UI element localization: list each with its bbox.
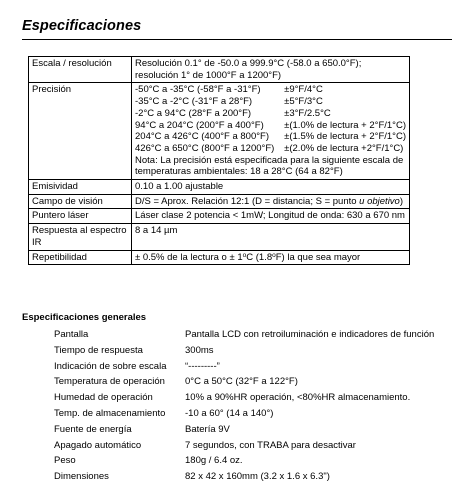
value-line: resolución 1° de 1000°F a 1200°F) [135, 69, 282, 81]
item-label: Temperatura de operación [54, 376, 165, 388]
precision-tolerance: ±(2.0% de lectura +2°F/1°C) [284, 142, 404, 154]
value-line: Resolución 0.1° de -50.0 a 999.9°C (-58.0 a 650.0°F); [135, 58, 362, 69]
page-title: Especificaciones [22, 18, 142, 34]
title-underline [22, 39, 452, 40]
item-value: 82 x 42 x 160mm (3.2 x 1.6 x 6.3") [185, 471, 330, 483]
item-label: Apagado automático [54, 439, 142, 451]
item-label: Dimensiones [54, 471, 109, 483]
table-row [29, 83, 410, 180]
row-label: Respuesta al espectro IR [29, 224, 132, 250]
item-label: Pantalla [54, 329, 89, 340]
item-label: Temp. de almacenamiento [54, 407, 166, 419]
precision-note: temperaturas ambientales: 18 a 28°C (64 a 82°F) [135, 166, 343, 178]
precision-tolerance: ±(1.0% de lectura + 2°F/1°C) [284, 119, 406, 131]
table-row [29, 224, 410, 250]
degree-sup: o [272, 251, 276, 259]
row-label: Puntero láser [29, 209, 132, 224]
item-value: 180g / 6.4 oz. [185, 455, 243, 467]
precision-tolerance: ±(1.5% de lectura + 2°F/1°C) [284, 131, 406, 143]
item-label: Tiempo de respuesta [54, 344, 143, 356]
row-label: Repetibilidad [29, 250, 132, 265]
precision-range: 426°C a 650°C (800°F a 1200°F) [135, 142, 275, 154]
table-row [29, 194, 410, 209]
row-value [132, 57, 410, 83]
item-label: Indicación de sobre escala [54, 360, 167, 372]
precision-line [135, 108, 406, 120]
precision-line [135, 120, 406, 132]
repeat-text: F) la que sea mayor [275, 251, 361, 263]
table-row [29, 209, 410, 224]
row-value: Láser clase 2 potencia < 1mW; Longitud de onda: 630 a 670 nm [132, 209, 410, 224]
item-value: Batería 9V [185, 423, 230, 435]
item-value: 300ms [185, 344, 214, 356]
row-value: 0.10 a 1.00 ajustable [132, 180, 410, 195]
row-label: Escala / resolución [29, 57, 132, 83]
vision-close: ) [399, 195, 404, 207]
row-label: Campo de visión [29, 194, 132, 209]
item-label: Fuente de energía [54, 423, 132, 435]
specifications-table [28, 56, 410, 265]
row-value [132, 250, 410, 265]
precision-range: 204°C a 426°C (400°F a 800°F) [135, 131, 270, 143]
precision-list [135, 84, 406, 154]
vision-text: D/S = Aprox. Relación 12:1 (D = distancia; S = punto [135, 195, 360, 207]
repeat-text: C (1.8 [246, 251, 273, 263]
repeat-text: ± 0.5% de la lectura o ± 1 [135, 251, 243, 263]
row-value: 8 a 14 µm [132, 224, 410, 250]
item-label: Peso [54, 455, 76, 467]
row-value [132, 83, 410, 180]
precision-line [135, 84, 406, 96]
vision-italic: u objetivo [359, 195, 400, 207]
general-specs-heading: Especificaciones generales [22, 312, 147, 323]
row-value [132, 194, 410, 209]
precision-tolerance: ±5°F/3°C [284, 96, 323, 108]
item-value: 7 segundos, con TRABA para desactivar [185, 439, 356, 451]
precision-range: 94°C a 204°C (200°F a 400°F) [135, 119, 264, 131]
table-row [29, 57, 410, 83]
item-value: Pantalla LCD con retroiluminación e indicadores de función [185, 329, 435, 340]
precision-line [135, 143, 406, 155]
item-value: 10% a 90%HR operación, <80%HR almacenamiento. [185, 392, 411, 404]
item-label: Humedad de operación [54, 392, 153, 404]
item-value: “---------” [185, 360, 220, 372]
item-value: 0°C a 50°C (32°F a 122°F) [185, 376, 298, 388]
table-row [29, 250, 410, 265]
row-label: Precisión [29, 83, 132, 180]
item-value: -10 a 60° (14 a 140°) [185, 407, 274, 419]
precision-note: Nota: La precisión está especificada para la siguiente escala de [135, 154, 404, 166]
precision-line [135, 96, 406, 108]
precision-line [135, 131, 406, 143]
precision-tolerance: ±3°F/2.5°C [284, 107, 331, 119]
degree-sup: o [242, 251, 247, 259]
precision-range: -35°C a -2°C (-31°F a 28°F) [135, 96, 253, 108]
table-row [29, 180, 410, 195]
precision-tolerance: ±9°F/4°C [284, 84, 323, 96]
row-label: Emisividad [29, 180, 132, 195]
precision-range: -50°C a -35°C (-58°F a -31°F) [135, 84, 261, 96]
precision-range: -2°C a 94°C (28°F a 200°F) [135, 107, 252, 119]
